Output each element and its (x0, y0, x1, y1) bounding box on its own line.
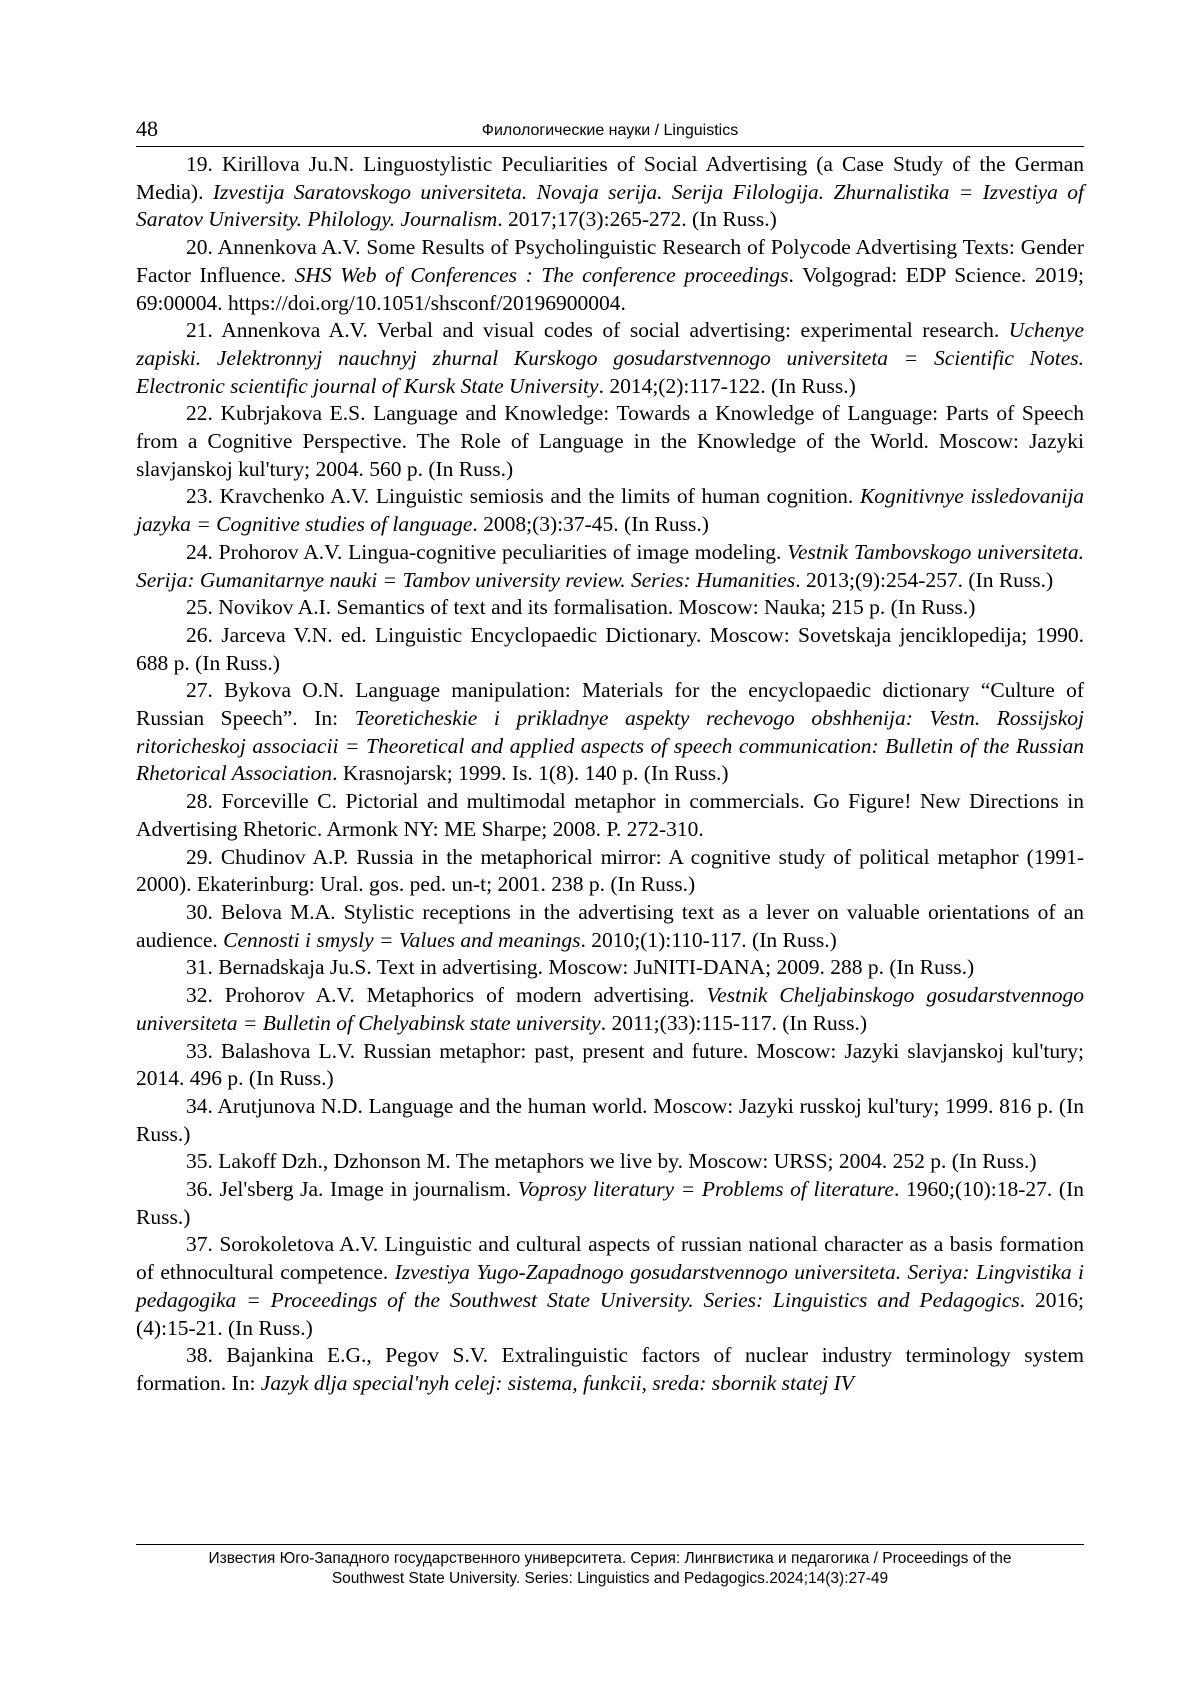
reference-italic-text: Kognitivnye issledovanija jazyka = Cognitive studies of language (136, 484, 1084, 537)
reference-after-text: . 2016;(4):15-21. (In Russ.) (136, 1287, 1084, 1340)
reference-italic-text: SHS Web of Conferences : The conference proceedings (294, 262, 789, 287)
reference-italic-text: Uchenye zapiski. Jelektronnyj nauchnyj zhurnal Kurskogo gosudarstvennogo universiteta = Scientific Notes. Electronic scientific journal of Kursk State University (136, 318, 1084, 398)
reference-before-text: 26. Jarceva V.N. ed. Linguistic Encyclopaedic Dictionary. Moscow: Sovetskaja jenciklopedija; 1990. 688 p. (In Russ.) (136, 622, 1084, 675)
reference-before-text: 37. Sorokoletova A.V. Linguistic and cultural aspects of russian national character as a basis formation of ethnocultural competence. (136, 1232, 1084, 1285)
reference-item (136, 1176, 1084, 1231)
footer-line-2: Southwest State University. Series: Linguistics and Pedagogics.2024;14(3):27-49 (331, 1570, 889, 1587)
reference-item (136, 483, 1084, 538)
reference-item (136, 954, 1084, 982)
reference-before-text: 22. Kubrjakova E.S. Language and Knowledge: Towards a Knowledge of Language: Parts of Speech from a Cognitive Perspective. The Role of Language in the Knowledge of the World. Moscow: Jazyki slavjanskoj kul'tury; 2004. 560 p. (In Russ.) (136, 401, 1084, 481)
reference-before-text: 28. Forceville C. Pictorial and multimodal metaphor in commercials. Go Figure! New Directions in Advertising Rhetoric. Armonk NY: ME Sharpe; 2008. P. 272-310. (136, 789, 1084, 841)
reference-list (136, 151, 1084, 1398)
reference-before-text: 25. Novikov A.I. Semantics of text and its formalisation. Moscow: Nauka; 215 p. (In Russ.) (186, 595, 976, 620)
page-footer (136, 1544, 1084, 1589)
reference-after-text: . 2013;(9):254-257. (In Russ.) (795, 567, 1054, 592)
reference-before-text: 21. Annenkova A.V. Verbal and visual codes of social advertising: experimental research. (186, 318, 1009, 343)
page-header (136, 116, 1084, 147)
reference-before-text: 20. Annenkova A.V. Some Results of Psycholinguistic Research of Polycode Advertising Texts: Gender Factor Influence. (136, 235, 1084, 287)
reference-item (136, 1038, 1084, 1093)
reference-item (136, 788, 1084, 843)
reference-item (136, 151, 1084, 234)
reference-item (136, 234, 1084, 317)
reference-before-text: 19. Kirillova Ju.N. Linguostylistic Peculiarities of Social Advertising (a Case Study of the German Media). (136, 152, 1084, 204)
reference-before-text: 33. Balashova L.V. Russian metaphor: past, present and future. Moscow: Jazyki slavjanskoj kul'tury; 2014. 496 p. (In Russ.) (136, 1038, 1084, 1091)
reference-item (136, 1231, 1084, 1342)
reference-italic-text: Vestnik Tambovskogo universiteta. Serija: Gumanitarnye nauki = Tambov university review. Series: Humanities (136, 539, 1084, 592)
reference-item (136, 539, 1084, 594)
running-title: Филологические науки / Linguistics (481, 122, 739, 139)
reference-before-text: 34. Arutjunova N.D. Language and the human world. Moscow: Jazyki russkoj kul'tury; 1999. 816 p. (In Russ.) (136, 1093, 1084, 1146)
reference-after-text: . 2011;(33):115-117. (In Russ.) (600, 1010, 868, 1035)
reference-before-text: 29. Chudinov A.P. Russia in the metaphorical mirror: A cognitive study of political metaphor (1991-2000). Ekaterinburg: Ural. gos. ped. un-t; 2001. 238 p. (In Russ.) (136, 844, 1084, 897)
reference-before-text: 30. Belova M.A. Stylistic receptions in the advertising text as a lever on valuable orientations of an audience. (136, 899, 1084, 952)
page-number: 48 (136, 116, 158, 141)
reference-before-text: 35. Lakoff Dzh., Dzhonson M. The metaphors we live by. Moscow: URSS; 2004. 252 p. (In Russ.) (186, 1149, 1037, 1174)
reference-italic-text: Izvestija Saratovskogo universiteta. Novaja serija. Serija Filologija. Zhurnalistika = Izvestiya of Saratov University. Philology. Journalism (136, 179, 1084, 232)
reference-before-text: 24. Prohorov A.V. Lingua-cognitive peculiarities of image modeling. (186, 539, 788, 564)
reference-item (136, 622, 1084, 677)
reference-after-text: . 2014;(2):117-122. (In Russ.) (598, 373, 856, 398)
footer-line-1: Известия Юго-Западного государственного университета. Серия: Лингвистика и педагогика / Proceedings of the (208, 1550, 1012, 1567)
reference-italic-text: Teoreticheskie i prikladnye aspekty rechevogo obshhenija: Vestn. Rossijskoj ritoricheskoj associacii = Theoretical and applied aspects of speech communication: Bulletin of the Russian Rhetorical Association (136, 706, 1084, 786)
reference-italic-text: Vestnik Cheljabinskogo gosudarstvennogo universiteta = Bulletin of Chelyabinsk state university (136, 983, 1084, 1035)
reference-italic-text: Izvestiya Yugo-Zapadnogo gosudarstvennogo universiteta. Seriya: Lingvistika i pedagogika = Proceedings of the Southwest State University. Series: Linguistics and Pedagogics (136, 1260, 1084, 1312)
reference-before-text: 32. Prohorov A.V. Metaphorics of modern advertising. (186, 983, 707, 1008)
reference-item (136, 982, 1084, 1037)
reference-item (136, 899, 1084, 954)
reference-after-text: . Volgograd: EDP Science. 2019; 69:00004. https://doi.org/10.1051/shsconf/20196900004. (136, 262, 1084, 315)
reference-after-text: . 2008;(3):37-45. (In Russ.) (472, 512, 709, 537)
reference-item (136, 317, 1084, 400)
reference-italic-text: Jazyk dlja special'nyh celej: sistema, funkcii, sreda: sbornik statej IV (260, 1370, 854, 1395)
reference-item (136, 1093, 1084, 1148)
reference-before-text: 27. Bykova O.N. Language manipulation: Materials for the encyclopaedic dictionary “Culture of Russian Speech”. In: (136, 678, 1084, 731)
reference-before-text: 23. Kravchenko A.V. Linguistic semiosis and the limits of human cognition. (186, 484, 860, 509)
reference-before-text: 31. Bernadskaja Ju.S. Text in advertising. Moscow: JuNITI-DANA; 2009. 288 p. (In Russ.) (186, 955, 975, 980)
reference-after-text: . Krasnojarsk; 1999. Is. 1(8). 140 p. (In Russ.) (332, 761, 729, 786)
reference-italic-text: Voprosy literatury = Problems of literature (517, 1177, 894, 1202)
reference-italic-text: Cennosti i smysly = Values and meanings (223, 927, 581, 952)
reference-item (136, 1342, 1084, 1397)
reference-item (136, 1148, 1084, 1176)
reference-after-text: . 2017;17(3):265-272. (In Russ.) (497, 207, 777, 232)
reference-before-text: 36. Jel'sberg Ja. Image in journalism. (186, 1177, 518, 1202)
reference-item (136, 844, 1084, 899)
reference-after-text: . 2010;(1):110-117. (In Russ.) (580, 927, 837, 952)
reference-before-text: 38. Bajankina E.G., Pegov S.V. Extralinguistic factors of nuclear industry terminology system formation. In: (136, 1343, 1084, 1395)
reference-item (136, 594, 1084, 622)
reference-after-text: . 1960;(10):18-27. (In Russ.) (136, 1177, 1084, 1229)
reference-item (136, 677, 1084, 788)
reference-item (136, 400, 1084, 483)
